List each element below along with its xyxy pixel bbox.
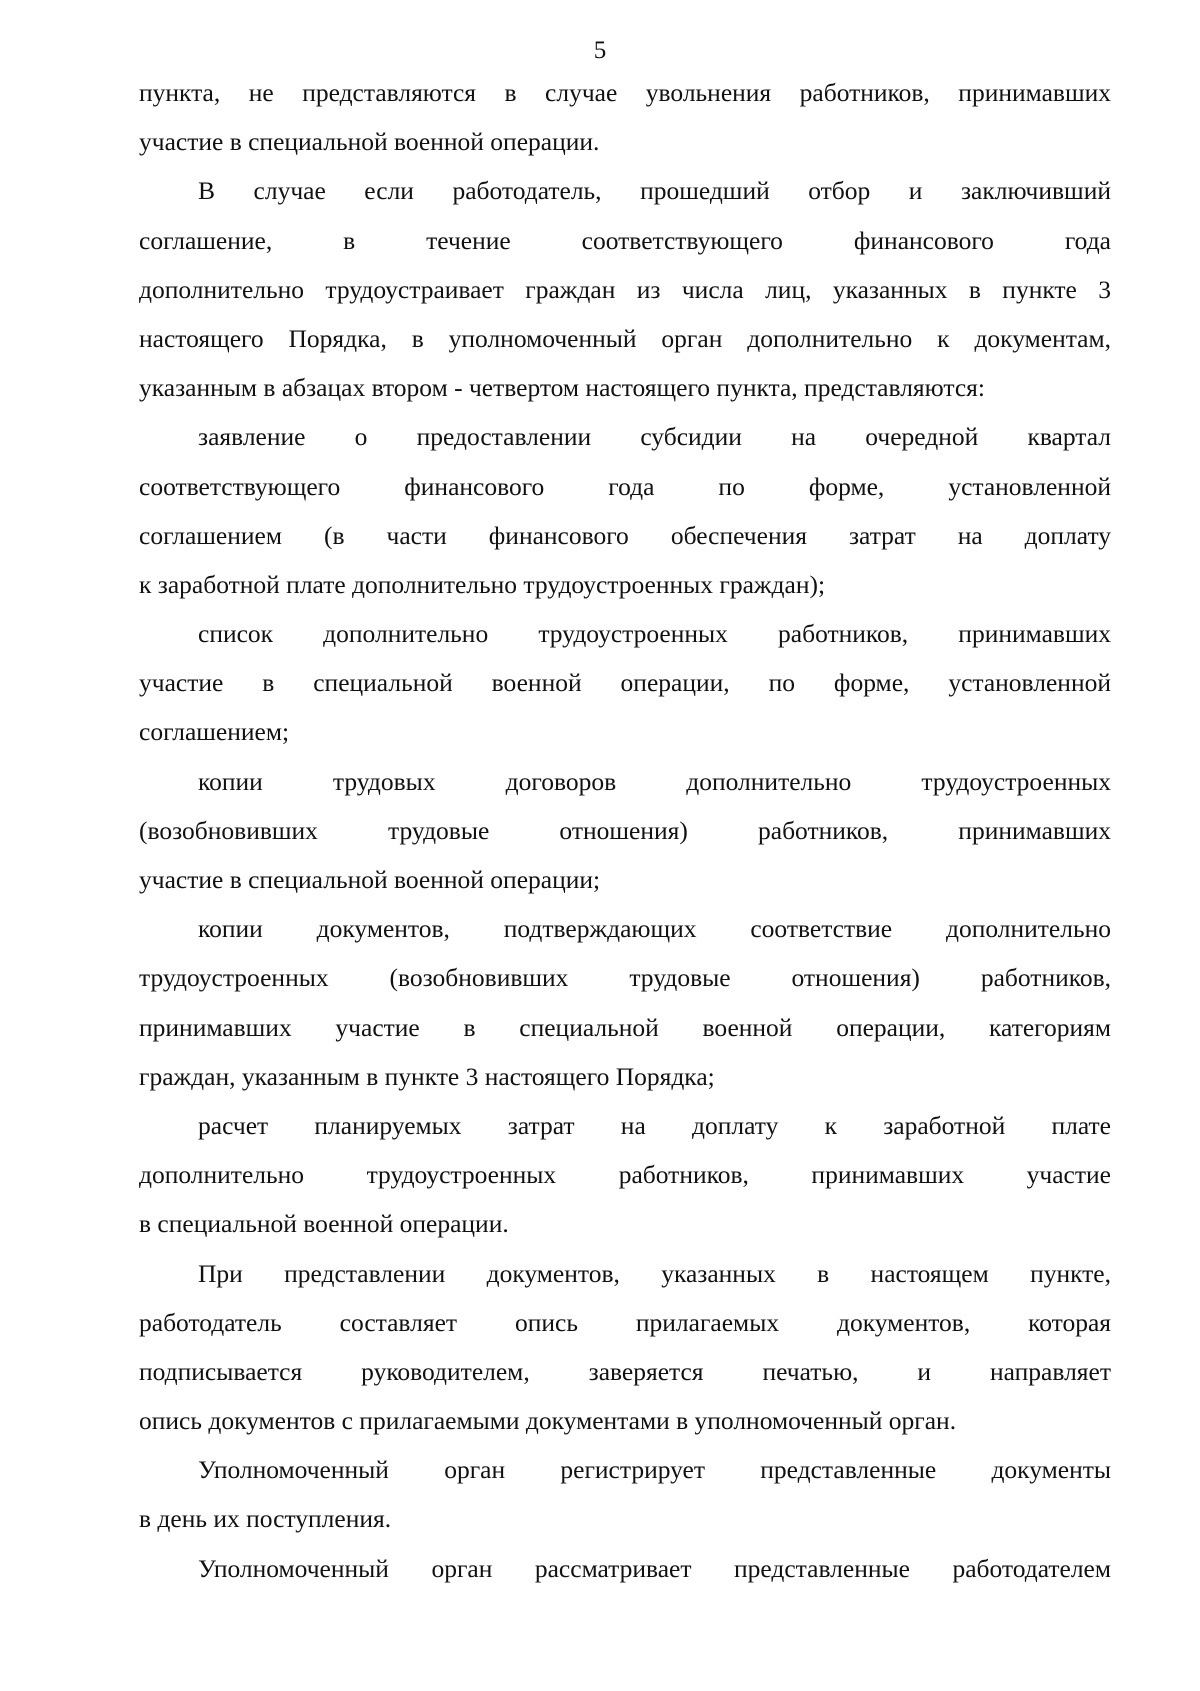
- text-line: участие в специальной военной операции;: [139, 865, 601, 894]
- paragraph-employee-list: [139, 609, 1111, 757]
- paragraph-contract-copies: [139, 757, 1111, 905]
- text-line: Уполномоченный орган рассматривает представленные работодателем: [198, 1553, 1111, 1583]
- text-line: В случае если работодатель, прошедший отбор и заключивший: [198, 176, 1111, 206]
- text-line: (возобновивших трудовые отношения) работников, принимавших: [139, 815, 1111, 845]
- text-line: расчет планируемых затрат на доплату к заработной плате: [198, 1110, 1111, 1140]
- text-line: принимавших участие в специальной военной операции, категориям: [139, 1012, 1111, 1042]
- text-line: настоящего Порядка, в уполномоченный орган дополнительно к документам,: [139, 323, 1111, 353]
- paragraph-document-copies: [139, 904, 1111, 1101]
- text-line: участие в специальной военной операции.: [139, 127, 600, 157]
- text-line: опись документов с прилагаемыми документами в уполномоченный орган.: [139, 1406, 957, 1436]
- paragraph-cost-calculation: [139, 1101, 1111, 1249]
- text-line: дополнительно трудоустроенных работников, принимавших участие: [139, 1160, 1111, 1190]
- text-line: дополнительно трудоустраивает граждан из числа лиц, указанных в пункте 3: [139, 274, 1111, 304]
- text-line: участие в специальной военной операции, по форме, установленной: [139, 668, 1111, 698]
- text-line: соглашение, в течение соответствующего финансового года: [139, 225, 1111, 255]
- text-line: указанным в абзацах втором - четвертом настоящего пункта, представляются:: [139, 373, 985, 403]
- text-line: трудоустроенных (возобновивших трудовые отношения) работников,: [139, 963, 1111, 993]
- paragraph-continuation: [139, 68, 1111, 166]
- page-number: 5: [593, 37, 607, 64]
- paragraph-inventory: [139, 1249, 1111, 1446]
- text-line: Уполномоченный орган регистрирует представленные документы: [198, 1455, 1111, 1485]
- text-line: к заработной плате дополнительно трудоустроенных граждан);: [139, 569, 826, 599]
- text-line: копии трудовых договоров дополнительно трудоустроенных: [198, 766, 1111, 796]
- paragraph-review: [139, 1544, 1111, 1593]
- paragraph-additional-hiring: [139, 166, 1111, 412]
- text-line: заявление о предоставлении субсидии на очередной квартал: [198, 422, 1111, 452]
- text-line: соглашением (в части финансового обеспечения затрат на доплату: [139, 520, 1111, 550]
- paragraph-registration: [139, 1445, 1111, 1543]
- text-line: граждан, указанным в пункте 3 настоящего Порядка;: [139, 1061, 715, 1091]
- text-line: в день их поступления.: [139, 1504, 392, 1534]
- text-line: При представлении документов, указанных в настоящем пункте,: [198, 1258, 1111, 1288]
- text-line: в специальной военной операции.: [139, 1209, 509, 1239]
- text-line: подписывается руководителем, заверяется печатью, и направляет: [139, 1356, 1111, 1386]
- text-line: пункта, не представляются в случае увольнения работников, принимавших: [139, 78, 1111, 107]
- paragraph-application: [139, 412, 1111, 609]
- text-line: копии документов, подтверждающих соответствие дополнительно: [198, 914, 1111, 944]
- text-line: соответствующего финансового года по форме, установленной: [139, 471, 1111, 501]
- body-text: [139, 68, 1111, 1593]
- text-line: соглашением;: [139, 717, 290, 747]
- text-line: работодатель составляет опись прилагаемых документов, которая: [139, 1307, 1111, 1337]
- text-line: список дополнительно трудоустроенных работников, принимавших: [198, 619, 1111, 649]
